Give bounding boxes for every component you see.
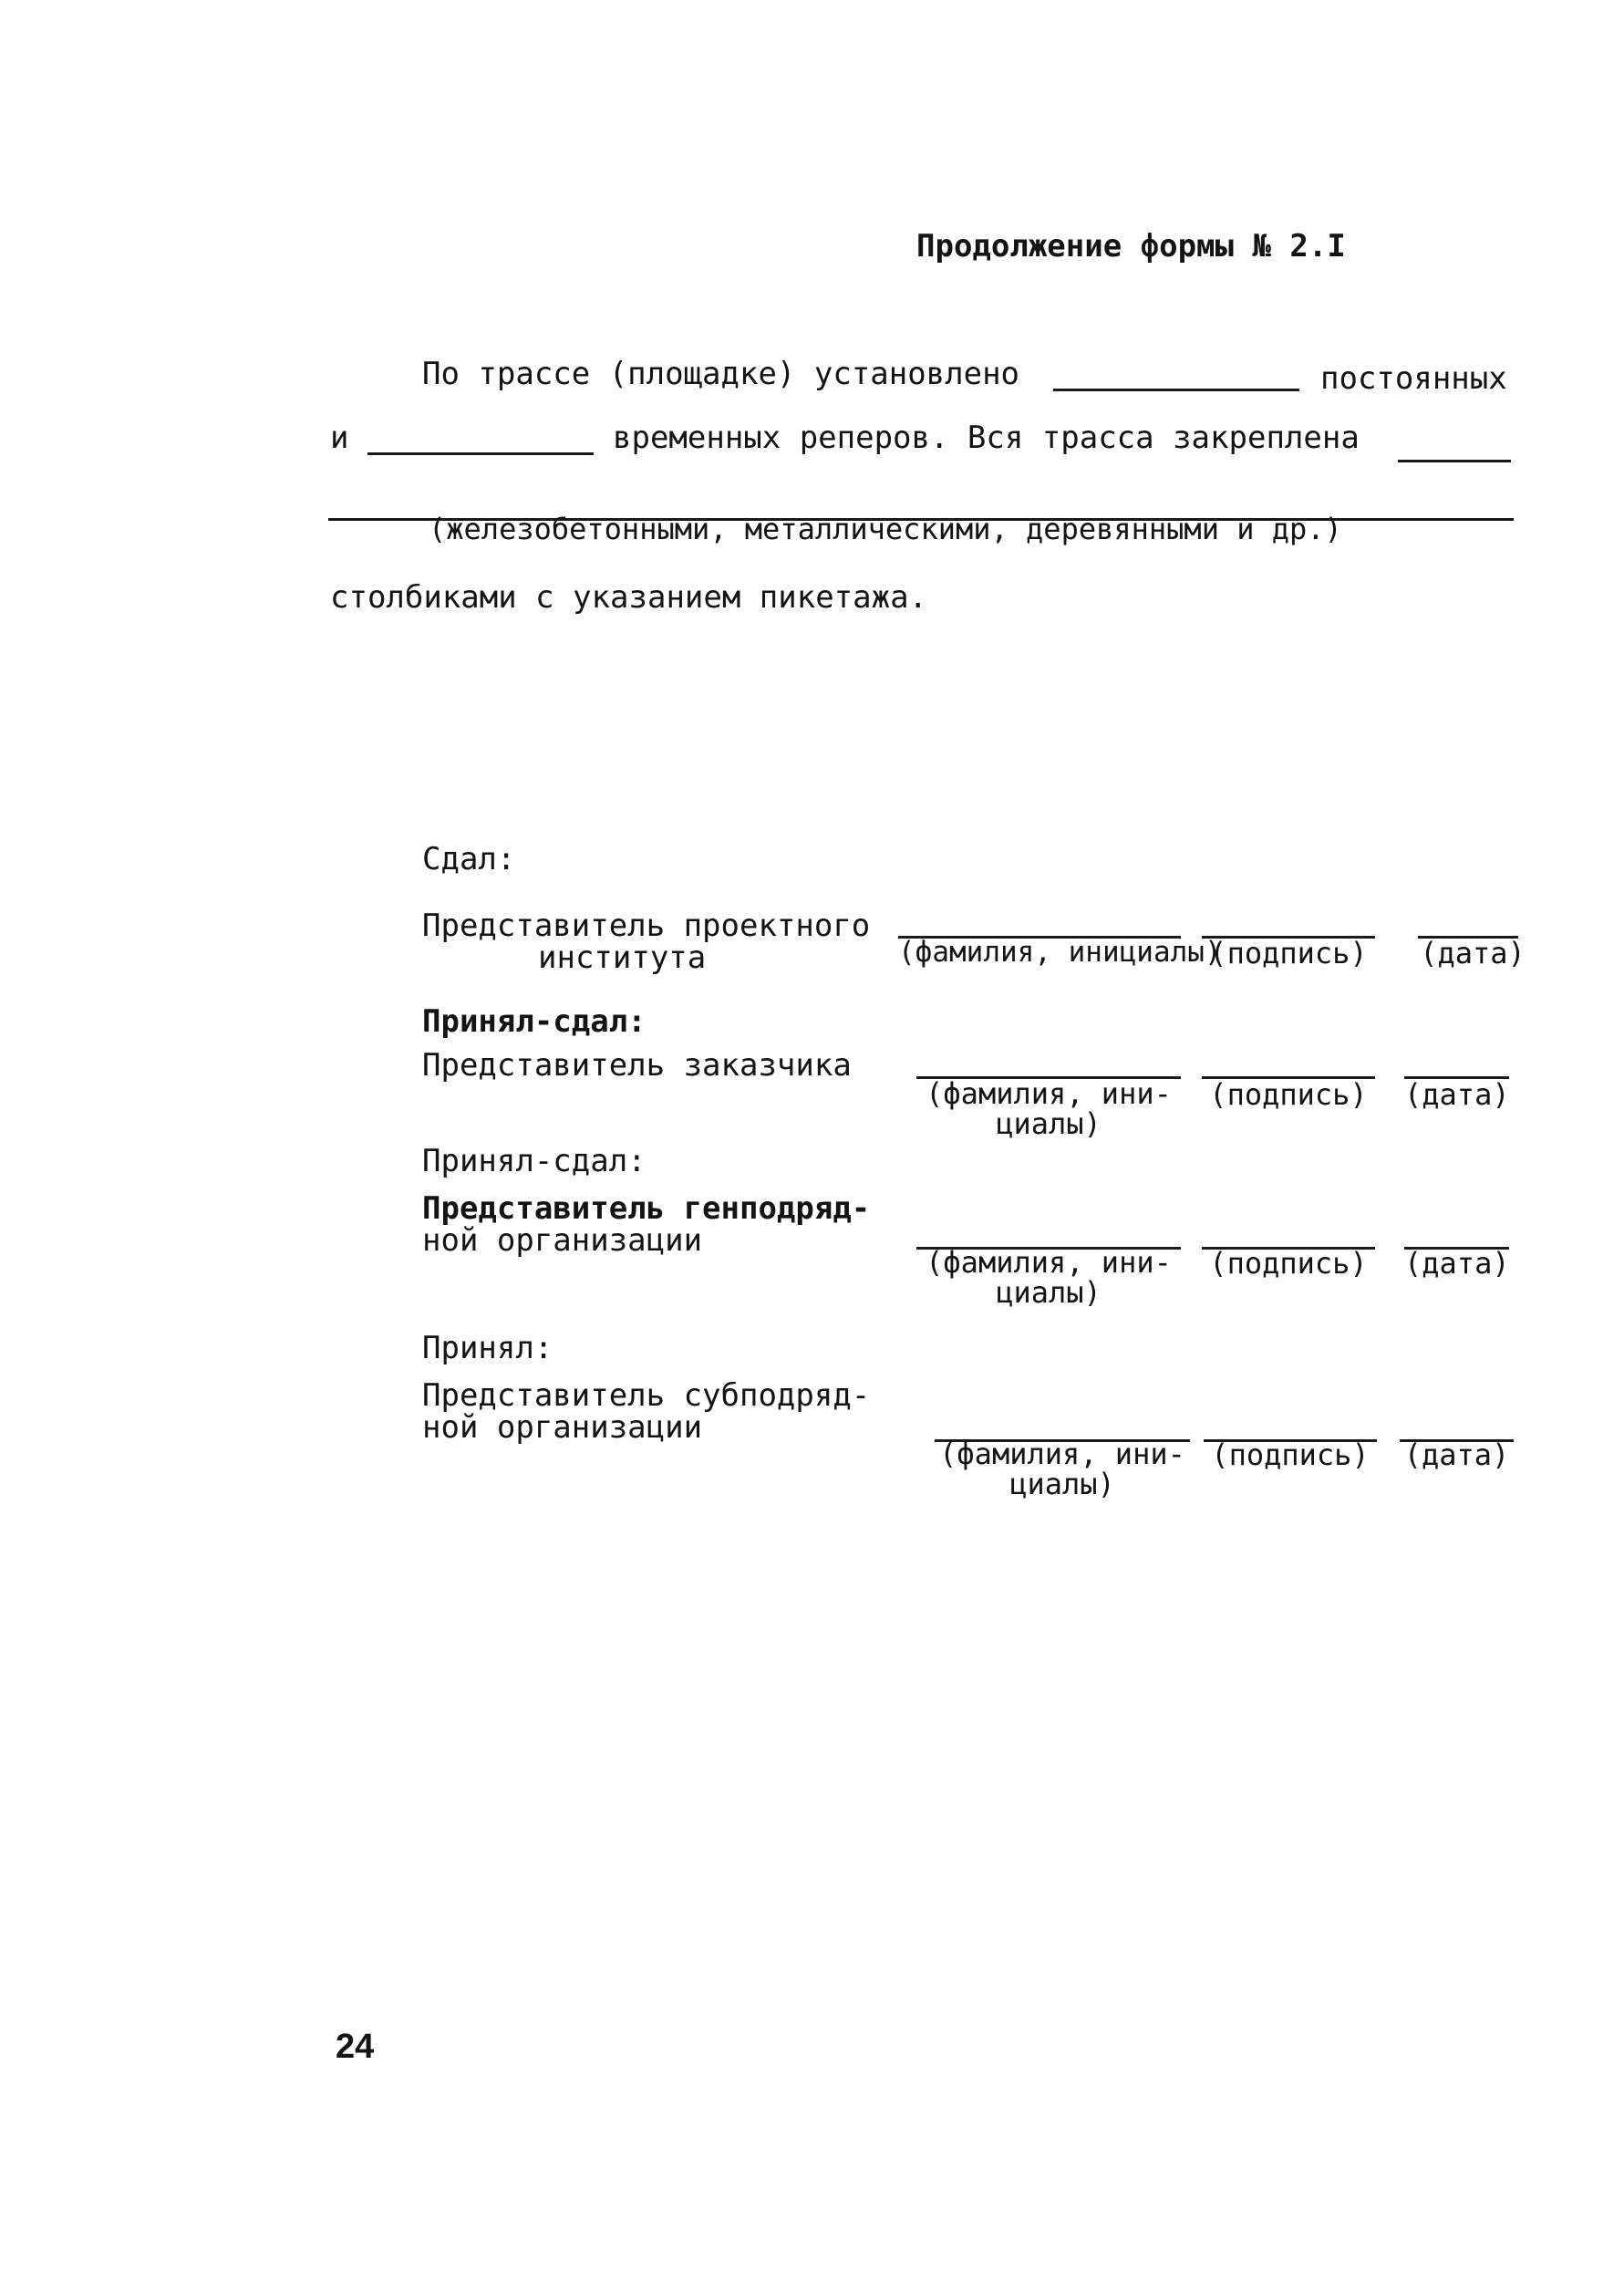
rep3-label-line2: ной организации — [422, 1222, 703, 1259]
rep2-label-line1: Представитель заказчика — [422, 1047, 852, 1084]
form-continuation-title: Продолжение формы № 2.I — [916, 228, 1346, 265]
material-hint-caption: (железобетонными, металлическими, деревянными и др.) — [429, 512, 1342, 546]
rep3-label-line1: Представитель генподряд- — [422, 1190, 871, 1227]
page-number: 24 — [336, 2028, 375, 2066]
caption-name-3: (фамилия, ини- циалы) — [926, 1245, 1172, 1310]
caption-signature-1: (подпись) — [1209, 936, 1368, 970]
caption-name-4: (фамилия, ини- циалы) — [939, 1437, 1185, 1501]
caption-signature-3: (подпись) — [1209, 1246, 1368, 1281]
caption-date-2: (дата) — [1404, 1077, 1510, 1112]
rep1-label-line1: Представитель проектного — [422, 908, 871, 944]
caption-date-1: (дата) — [1420, 936, 1526, 970]
paragraph-text-2a: и — [330, 420, 349, 456]
caption-date-4: (дата) — [1403, 1437, 1510, 1472]
caption-name-1: (фамилия, инициалы) — [898, 936, 1222, 969]
rep4-label-line2: ной организации — [422, 1409, 703, 1446]
paragraph-text-1b: постоянных — [1320, 360, 1507, 397]
rep4-label-line1: Представитель субподряд- — [422, 1377, 871, 1414]
caption-signature-4: (подпись) — [1211, 1437, 1370, 1472]
label-prinyal: Принял: — [422, 1330, 553, 1366]
paragraph-text-3: столбиками с указанием пикетажа. — [330, 579, 928, 616]
rep1-label-line2: института — [538, 939, 707, 976]
label-prinyal-sdal-2: Принял-сдал: — [422, 1143, 646, 1179]
paragraph-text-2b: временных реперов. Вся трасса закреплена — [613, 420, 1360, 456]
blank-line-fixing-material[interactable] — [1398, 460, 1511, 462]
caption-signature-2: (подпись) — [1209, 1077, 1368, 1112]
paragraph-text-1a: По трассе (площадке) установлено — [422, 356, 1020, 392]
blank-line-permanent-count[interactable] — [1053, 389, 1299, 391]
label-sdal: Сдал: — [422, 841, 516, 877]
label-prinyal-sdal-1: Принял-сдал: — [422, 1003, 646, 1040]
caption-name-2: (фамилия, ини- циалы) — [926, 1076, 1172, 1141]
caption-date-3: (дата) — [1404, 1246, 1510, 1281]
blank-line-temporary-count[interactable] — [367, 452, 594, 455]
